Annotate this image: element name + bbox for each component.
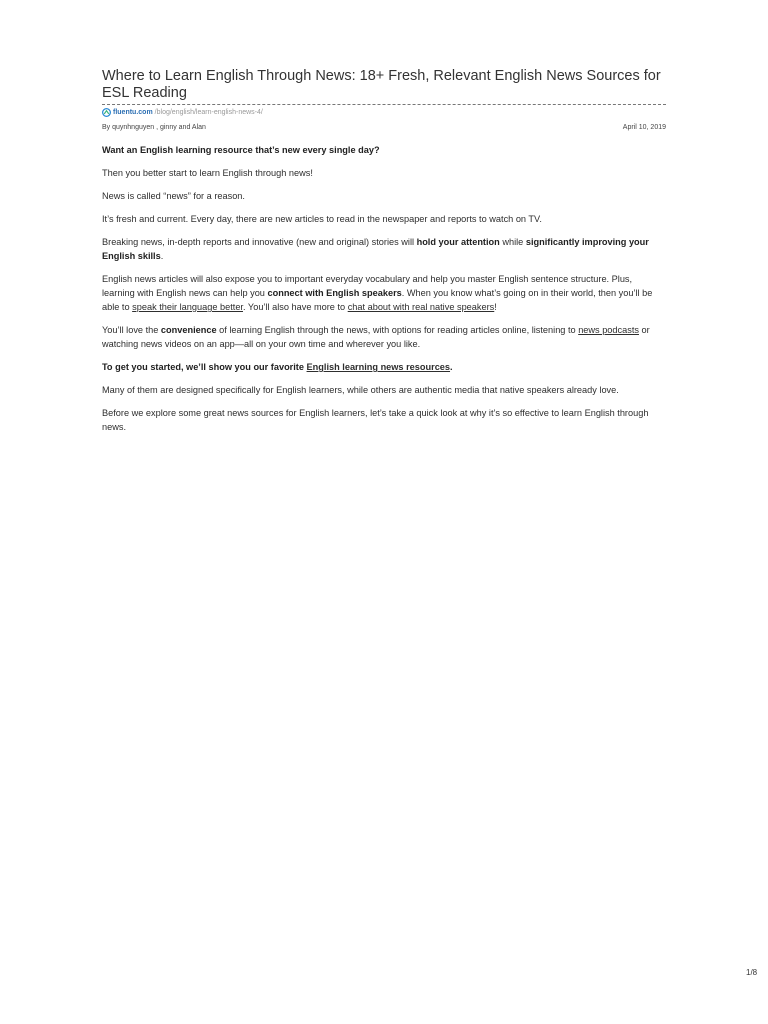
text-run: You’ll love the bbox=[102, 325, 161, 335]
text-run: . You’ll also have more to bbox=[242, 302, 348, 312]
text-run: English news articles will also expose you to important everyday vocabulary and help you master English sentence structure. Plus, learning with English news can help you bbox=[102, 274, 633, 298]
bold-text: hold your attention bbox=[416, 237, 500, 247]
paragraph: Then you better start to learn English through news! bbox=[102, 168, 313, 178]
bold-text: connect with English speakers bbox=[267, 288, 402, 298]
bold-text: significantly improving your English skills bbox=[102, 237, 649, 261]
article-body bbox=[102, 143, 666, 434]
paragraph: Many of them are designed specifically for English learners, while others are authentic media that native speakers already love. bbox=[102, 385, 619, 395]
source-path[interactable]: /blog/english/learn-english-news-4/ bbox=[154, 109, 263, 116]
byline: By quynhnguyen , ginny and Alan bbox=[102, 124, 206, 131]
page-number: 1/8 bbox=[746, 968, 758, 977]
source-url[interactable] bbox=[102, 108, 666, 117]
fluentu-logo-icon bbox=[102, 108, 111, 117]
news-podcasts-link[interactable]: news podcasts bbox=[578, 325, 639, 335]
paragraph bbox=[102, 235, 666, 263]
news-resources-link[interactable]: English learning news resources bbox=[306, 362, 451, 372]
paragraph-intro bbox=[102, 143, 666, 157]
chat-native-speakers-link[interactable]: chat about with real native speakers bbox=[347, 302, 495, 312]
paragraph: News is called “news” for a reason. bbox=[102, 191, 245, 201]
intro-question: Want an English learning resource that’s new every single day? bbox=[102, 145, 380, 155]
source-host[interactable]: fluentu.com bbox=[113, 109, 153, 116]
bold-text: convenience bbox=[160, 325, 217, 335]
bold-text: . bbox=[450, 362, 453, 372]
paragraph: It’s fresh and current. Every day, there are new articles to read in the newspaper and reports to watch on TV. bbox=[102, 214, 542, 224]
paragraph bbox=[102, 360, 666, 374]
paragraph bbox=[102, 323, 666, 351]
article-meta bbox=[102, 124, 666, 131]
text-run: or watching news videos on an app—all on your own time and wherever you like. bbox=[102, 325, 650, 349]
text-run: ! bbox=[494, 302, 497, 312]
paragraph: Before we explore some great news sources for English learners, let’s take a quick look at why it’s so effective to learn English through news. bbox=[102, 408, 649, 432]
speak-better-link[interactable]: speak their language better bbox=[132, 302, 243, 312]
paragraph bbox=[102, 272, 666, 314]
document-page bbox=[102, 68, 666, 443]
text-run: Breaking news, in-depth reports and innovative (new and original) stories will bbox=[102, 237, 417, 247]
publish-date: April 10, 2019 bbox=[622, 124, 666, 131]
text-run: of learning English through the news, with options for reading articles online, listening to bbox=[216, 325, 579, 335]
text-run: while bbox=[499, 237, 526, 247]
text-run: . bbox=[160, 251, 164, 261]
page-title: Where to Learn English Through News: 18+ Fresh, Relevant English News Sources for ESL Reading bbox=[102, 68, 666, 105]
text-run: . When you know what’s going on in their world, then you’ll be able to bbox=[102, 288, 653, 312]
bold-text: To get you started, we’ll show you our favorite bbox=[102, 362, 307, 372]
